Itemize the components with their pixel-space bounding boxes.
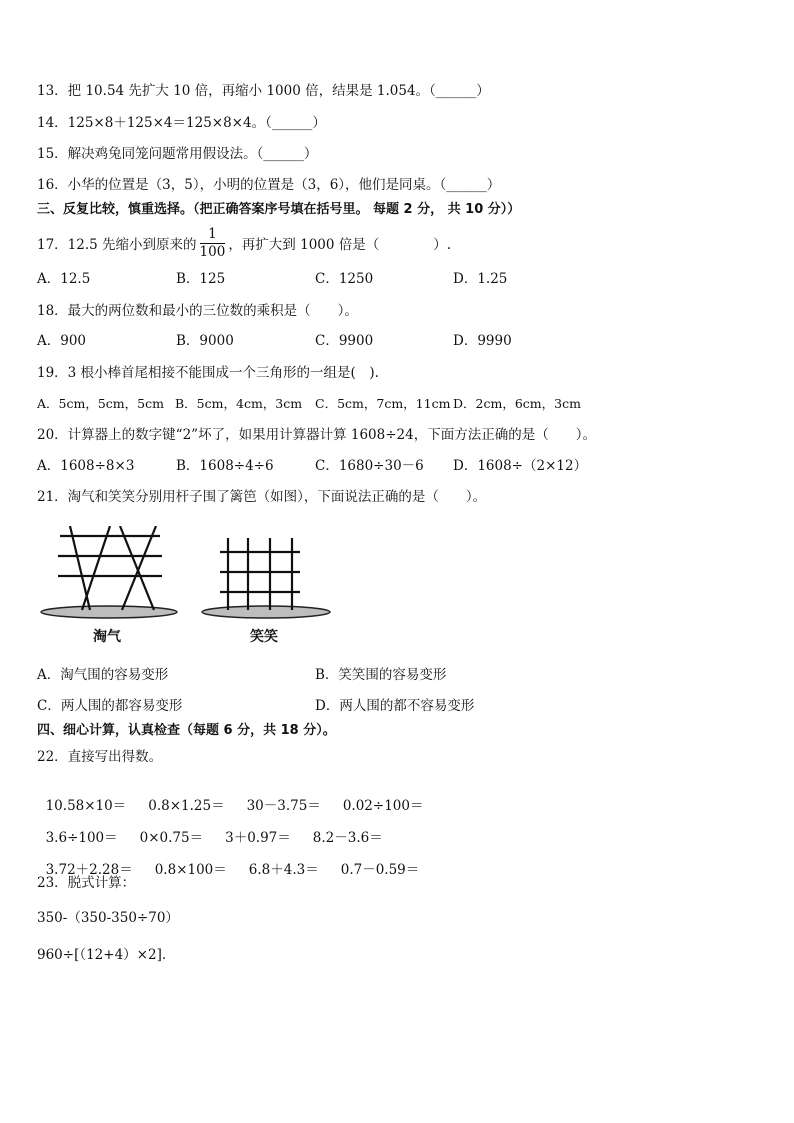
calc-item: 30－3.75＝ <box>246 798 321 814</box>
q20-option-d[interactable]: D．1608÷（2×12） <box>453 458 588 474</box>
q17 <box>37 228 451 263</box>
q19-option-a[interactable]: A．5cm，5cm，5cm <box>37 396 164 411</box>
calc-item: 6.8＋4.3＝ <box>248 862 319 878</box>
calc-item: 0.02÷100＝ <box>342 798 424 814</box>
xiaoxiao-fence-figure <box>200 538 332 624</box>
q18-options <box>37 332 757 350</box>
q17-after: ，再扩大到 1000 倍是（ ）. <box>228 237 452 253</box>
q15: 15．解决鸡兔同笼问题常用假设法。（______） <box>37 146 318 162</box>
calc-item: 3.6÷100＝ <box>45 830 118 846</box>
q23: 23．脱式计算： <box>37 875 136 891</box>
calc-item: 0.8×1.25＝ <box>148 798 225 814</box>
q18: 18．最大的两位数和最小的三位数的乘积是（ ）。 <box>37 303 358 319</box>
q19-option-c[interactable]: C．5cm，7cm，11cm <box>315 396 451 411</box>
q21: 21．淘气和笑笑分别用杆子围了篱笆（如图），下面说法正确的是（ ）。 <box>37 489 487 505</box>
q18-option-c[interactable]: C．9900 <box>315 333 374 349</box>
q23-item-2: 960÷[（12+4）×2]. <box>37 947 167 963</box>
calc-item: 3＋0.97＝ <box>225 830 291 846</box>
q19-option-d[interactable]: D．2cm，6cm，3cm <box>453 396 581 411</box>
calc-item: 0.7－0.59＝ <box>340 862 420 878</box>
q20: 20．计算器上的数字键“2”坏了，如果用计算器计算 1608÷24，下面方法正确的是（ ）。 <box>37 427 596 443</box>
q18-option-b[interactable]: B．9000 <box>176 333 234 349</box>
q17-option-a[interactable]: A．12.5 <box>37 271 91 287</box>
q13: 13．把 10.54 先扩大 10 倍，再缩小 1000 倍，结果是 1.054。（______） <box>37 83 490 99</box>
q22: 22．直接写出得数。 <box>37 749 163 765</box>
q21-option-a[interactable]: A．淘气围的容易变形 <box>37 667 169 683</box>
q18-option-d[interactable]: D．9990 <box>453 333 512 349</box>
q20-options <box>37 457 757 475</box>
q21-option-b[interactable]: B．笑笑围的容易变形 <box>315 667 447 683</box>
q21-option-c[interactable]: C．两人围的都容易变形 <box>37 698 183 714</box>
q21-options-row1 <box>37 666 757 684</box>
calc-item: 0×0.75＝ <box>139 830 204 846</box>
calc-item: 3.72＋2.28＝ <box>45 862 133 878</box>
q17-options <box>37 270 757 288</box>
q21-options-row2 <box>37 697 757 715</box>
q19-options <box>37 395 757 413</box>
taoqi-label: 淘气 <box>93 629 121 645</box>
q17-option-c[interactable]: C．1250 <box>315 271 374 287</box>
section4-heading: 四、细心计算，认真检查（每题 6 分，共 18 分）。 <box>37 723 336 738</box>
calc-item: 0.8×100＝ <box>154 862 227 878</box>
q17-frac-den: 100 <box>199 244 226 260</box>
q17-before: 17．12.5 先缩小到原来的 <box>37 237 197 253</box>
q23-item-1: 350-（350-350÷70） <box>37 910 179 926</box>
calc-item: 8.2－3.6＝ <box>312 830 383 846</box>
q20-option-c[interactable]: C．1680÷30－6 <box>315 458 424 474</box>
q17-fraction <box>200 226 226 261</box>
section3-heading: 三、反复比较，慎重选择。（把正确答案序号填在括号里。 每题 2 分， 共 10 分）） <box>37 202 521 217</box>
q17-option-b[interactable]: B．125 <box>176 271 226 287</box>
q18-option-a[interactable]: A．900 <box>37 333 87 349</box>
q19: 19．3 根小棒首尾相接不能围成一个三角形的一组是( ). <box>37 365 379 381</box>
q22-row-2 <box>37 811 405 846</box>
q22-row-1 <box>37 779 445 814</box>
q19-option-b[interactable]: B．5cm，4cm，3cm <box>175 396 303 411</box>
calc-item: 10.58×10＝ <box>45 798 127 814</box>
q17-frac-num: 1 <box>200 226 226 244</box>
q20-option-b[interactable]: B．1608÷4÷6 <box>176 458 274 474</box>
q17-option-d[interactable]: D．1.25 <box>453 271 508 287</box>
q16: 16．小华的位置是（3，5），小明的位置是（3，6），他们是同桌。（______） <box>37 177 501 193</box>
q21-option-d[interactable]: D．两人围的都不容易变形 <box>315 698 475 714</box>
xiaoxiao-label: 笑笑 <box>250 629 278 645</box>
q14: 14．125×8＋125×4＝125×8×4。（______） <box>37 115 326 131</box>
taoqi-fence-figure <box>38 526 180 624</box>
q20-option-a[interactable]: A．1608÷8×3 <box>37 458 135 474</box>
q22-row-3 <box>37 843 441 878</box>
